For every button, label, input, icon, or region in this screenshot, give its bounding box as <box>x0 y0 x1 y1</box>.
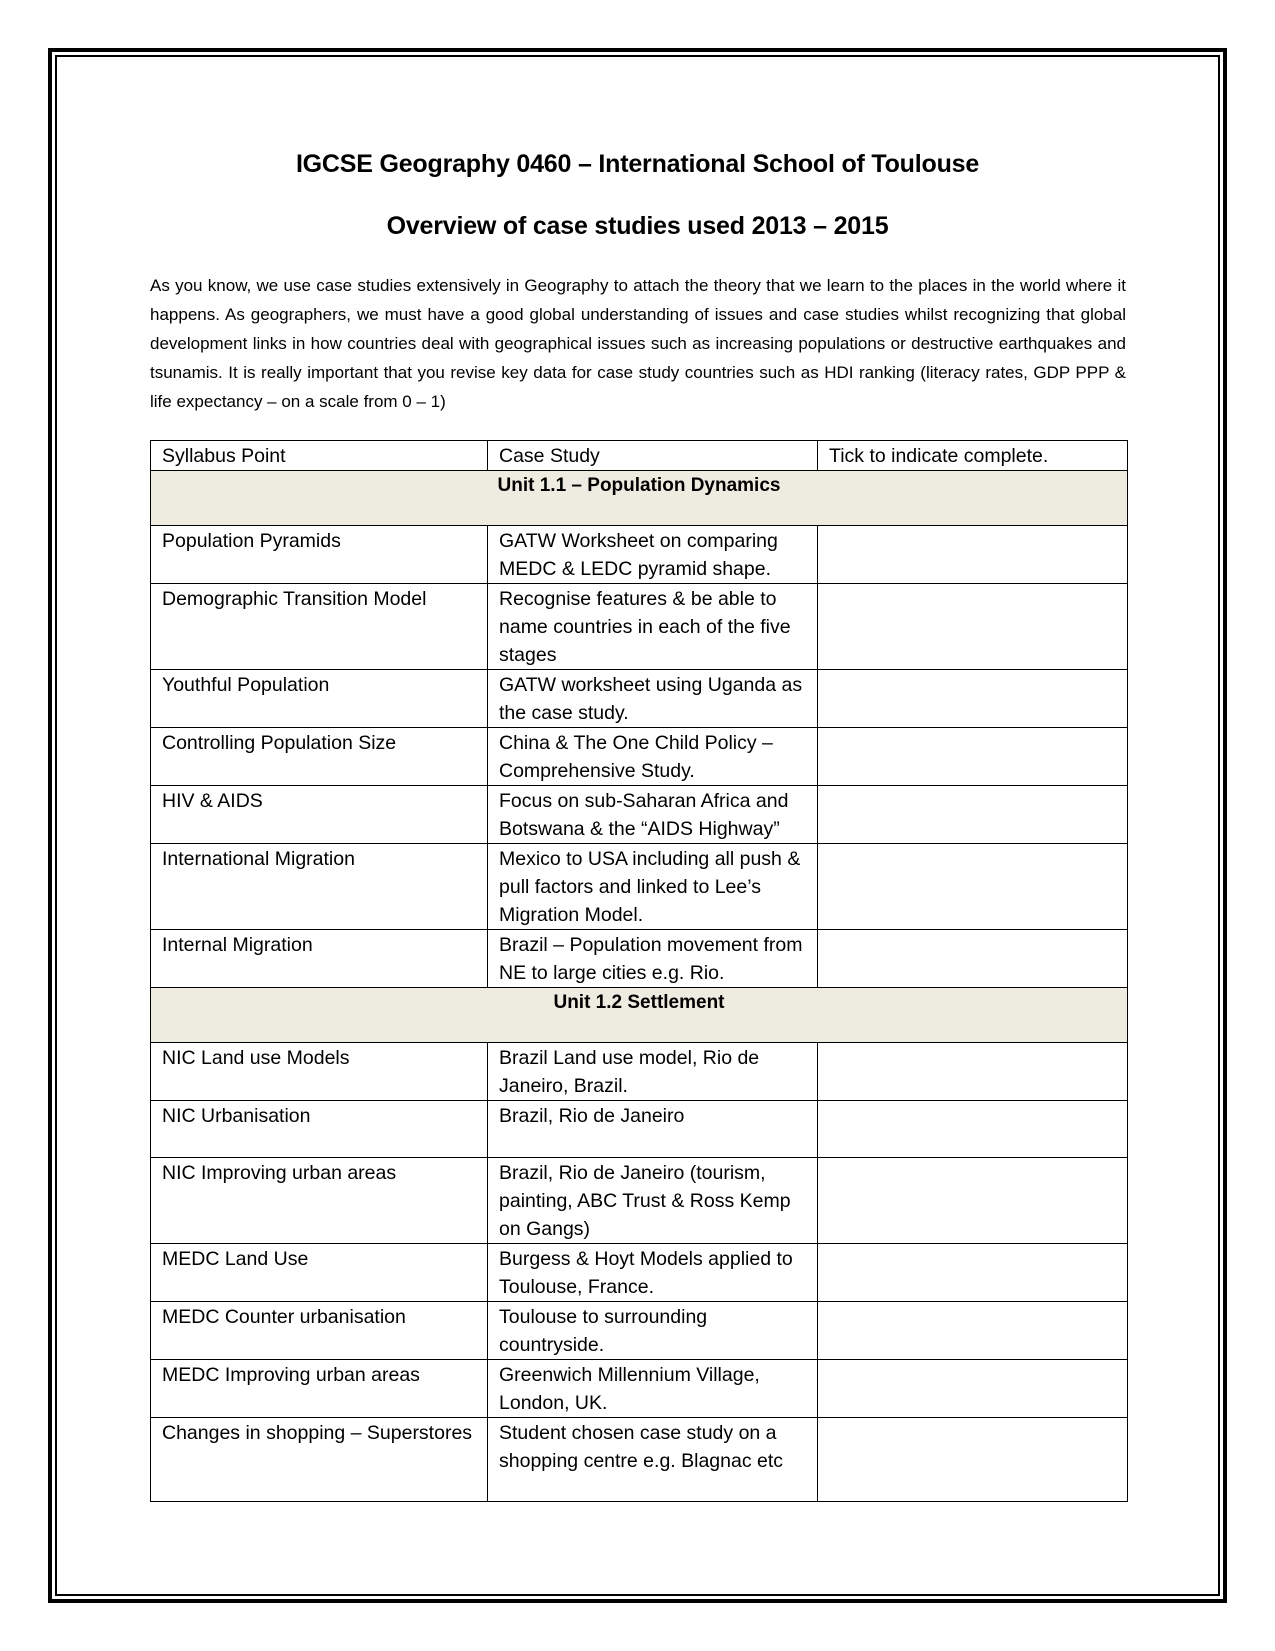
case-study-cell: Mexico to USA including all push & pull factors and linked to Lee’s Migration Model. <box>488 844 818 930</box>
tick-cell[interactable] <box>818 670 1128 728</box>
table-row <box>151 1418 1128 1502</box>
document-subtitle: Overview of case studies used 2013 – 2015 <box>386 212 889 240</box>
syllabus-point-cell: NIC Land use Models <box>151 1043 488 1101</box>
syllabus-point-cell: Demographic Transition Model <box>151 584 488 670</box>
unit-heading-row <box>151 988 1128 1043</box>
case-study-cell: Toulouse to surrounding countryside. <box>488 1302 818 1360</box>
table-row <box>151 786 1128 844</box>
table-row <box>151 1302 1128 1360</box>
syllabus-point-cell: MEDC Counter urbanisation <box>151 1302 488 1360</box>
tick-cell[interactable] <box>818 728 1128 786</box>
tick-cell[interactable] <box>818 526 1128 584</box>
tick-cell[interactable] <box>818 1043 1128 1101</box>
table-row <box>151 930 1128 988</box>
case-study-cell: Focus on sub-Saharan Africa and Botswana & the “AIDS Highway” <box>488 786 818 844</box>
syllabus-point-cell: HIV & AIDS <box>151 786 488 844</box>
tick-cell[interactable] <box>818 1360 1128 1418</box>
case-studies-table <box>150 440 1128 1502</box>
table-row <box>151 670 1128 728</box>
table-header-row <box>151 441 1128 471</box>
table-row <box>151 844 1128 930</box>
document-title: IGCSE Geography 0460 – International School of Toulouse <box>295 150 980 178</box>
table-row <box>151 1043 1128 1101</box>
syllabus-point-cell: NIC Improving urban areas <box>151 1158 488 1244</box>
table-row <box>151 1101 1128 1158</box>
tick-cell[interactable] <box>818 1158 1128 1244</box>
syllabus-point-cell: NIC Urbanisation <box>151 1101 488 1158</box>
tick-cell[interactable] <box>818 844 1128 930</box>
case-study-cell: Brazil Land use model, Rio de Janeiro, Brazil. <box>488 1043 818 1101</box>
case-study-cell: Burgess & Hoyt Models applied to Toulouse, France. <box>488 1244 818 1302</box>
header-syllabus-point: Syllabus Point <box>151 441 488 471</box>
table-row <box>151 584 1128 670</box>
case-study-cell: Brazil, Rio de Janeiro (tourism, painting, ABC Trust & Ross Kemp on Gangs) <box>488 1158 818 1244</box>
intro-paragraph: As you know, we use case studies extensively in Geography to attach the theory that we learn to the places in the world where it happens. As geographers, we must have a good global understanding of issues and case studies whilst recognizing that global development links in how countries deal with geographical issues such as increasing populations or destructive earthquakes and tsunamis. It is really important that you revise key data for case study countries such as HDI ranking (literacy rates, GDP PPP & life expectancy – on a scale from 0 – 1) <box>150 276 1126 411</box>
tick-cell[interactable] <box>818 1418 1128 1502</box>
syllabus-point-cell: Controlling Population Size <box>151 728 488 786</box>
syllabus-point-cell: Population Pyramids <box>151 526 488 584</box>
case-study-cell: GATW worksheet using Uganda as the case study. <box>488 670 818 728</box>
table-row <box>151 1244 1128 1302</box>
case-study-cell: Greenwich Millennium Village, London, UK. <box>488 1360 818 1418</box>
table-row <box>151 1360 1128 1418</box>
syllabus-point-cell: MEDC Improving urban areas <box>151 1360 488 1418</box>
syllabus-point-cell: Youthful Population <box>151 670 488 728</box>
case-study-cell: Brazil – Population movement from NE to large cities e.g. Rio. <box>488 930 818 988</box>
table-row <box>151 526 1128 584</box>
syllabus-point-cell: Internal Migration <box>151 930 488 988</box>
tick-cell[interactable] <box>818 930 1128 988</box>
header-tick: Tick to indicate complete. <box>818 441 1128 471</box>
case-study-cell: Recognise features & be able to name countries in each of the five stages <box>488 584 818 670</box>
case-study-cell: China & The One Child Policy – Comprehensive Study. <box>488 728 818 786</box>
case-study-cell: Brazil, Rio de Janeiro <box>488 1101 818 1158</box>
unit-heading-row <box>151 471 1128 526</box>
tick-cell[interactable] <box>818 786 1128 844</box>
syllabus-point-cell: Changes in shopping – Superstores <box>151 1418 488 1502</box>
syllabus-point-cell: International Migration <box>151 844 488 930</box>
unit-title: Unit 1.1 – Population Dynamics <box>151 471 1128 526</box>
case-study-cell: GATW Worksheet on comparing MEDC & LEDC pyramid shape. <box>488 526 818 584</box>
syllabus-point-cell: MEDC Land Use <box>151 1244 488 1302</box>
unit-title: Unit 1.2 Settlement <box>151 988 1128 1043</box>
case-study-cell: Student chosen case study on a shopping centre e.g. Blagnac etc <box>488 1418 818 1502</box>
table-row <box>151 1158 1128 1244</box>
table-row <box>151 728 1128 786</box>
tick-cell[interactable] <box>818 1244 1128 1302</box>
tick-cell[interactable] <box>818 1302 1128 1360</box>
tick-cell[interactable] <box>818 584 1128 670</box>
tick-cell[interactable] <box>818 1101 1128 1158</box>
header-case-study: Case Study <box>488 441 818 471</box>
